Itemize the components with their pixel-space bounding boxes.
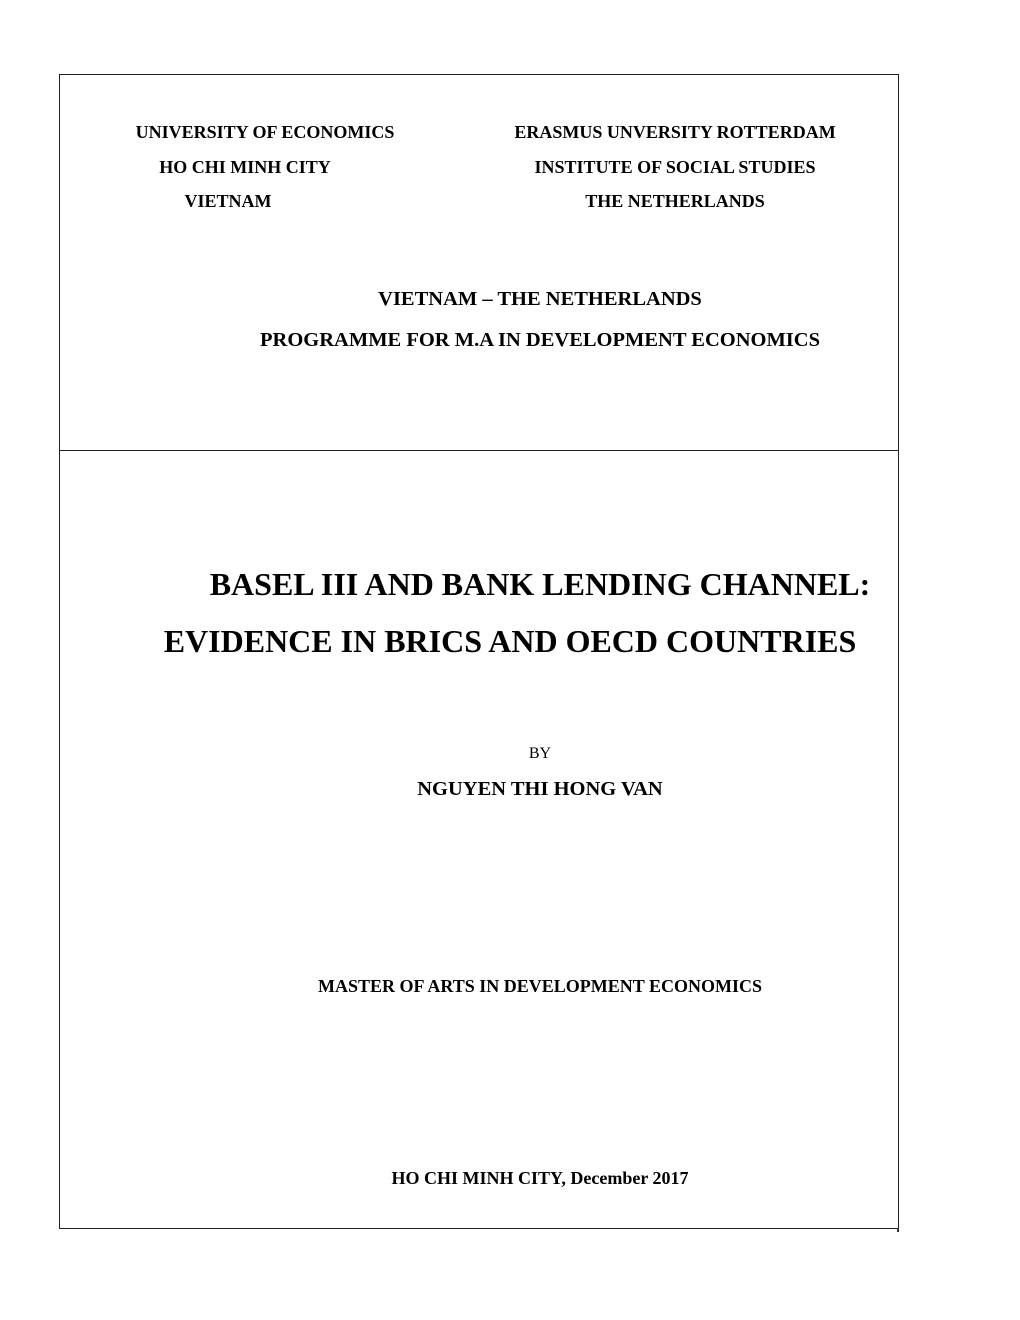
place-date: HO CHI MINH CITY, December 2017: [391, 1168, 689, 1188]
degree-name: MASTER OF ARTS IN DEVELOPMENT ECONOMICS: [318, 976, 762, 996]
author-name: NGUYEN THI HONG VAN: [417, 778, 663, 800]
by-label: BY: [528, 745, 552, 762]
right-institution-line3: THE NETHERLANDS: [585, 191, 765, 211]
left-institution-line1: UNIVERSITY OF ECONOMICS: [135, 122, 395, 142]
left-institution-line3: VIETNAM: [184, 191, 272, 211]
programme-name: PROGRAMME FOR M.A IN DEVELOPMENT ECONOMICS: [260, 329, 820, 351]
programme-countries: VIETNAM – THE NETHERLANDS: [378, 288, 702, 310]
thesis-title-line2: EVIDENCE IN BRICS AND OECD COUNTRIES: [163, 623, 857, 659]
page-mark: [897, 1228, 899, 1232]
thesis-title-line1: BASEL III AND BANK LENDING CHANNEL:: [209, 566, 871, 602]
right-institution-line1: ERASMUS UNVERSITY ROTTERDAM: [514, 122, 836, 142]
right-institution-line2: INSTITUTE OF SOCIAL STUDIES: [534, 157, 816, 177]
section-divider: [59, 450, 899, 451]
left-institution-line2: HO CHI MINH CITY: [159, 157, 331, 177]
